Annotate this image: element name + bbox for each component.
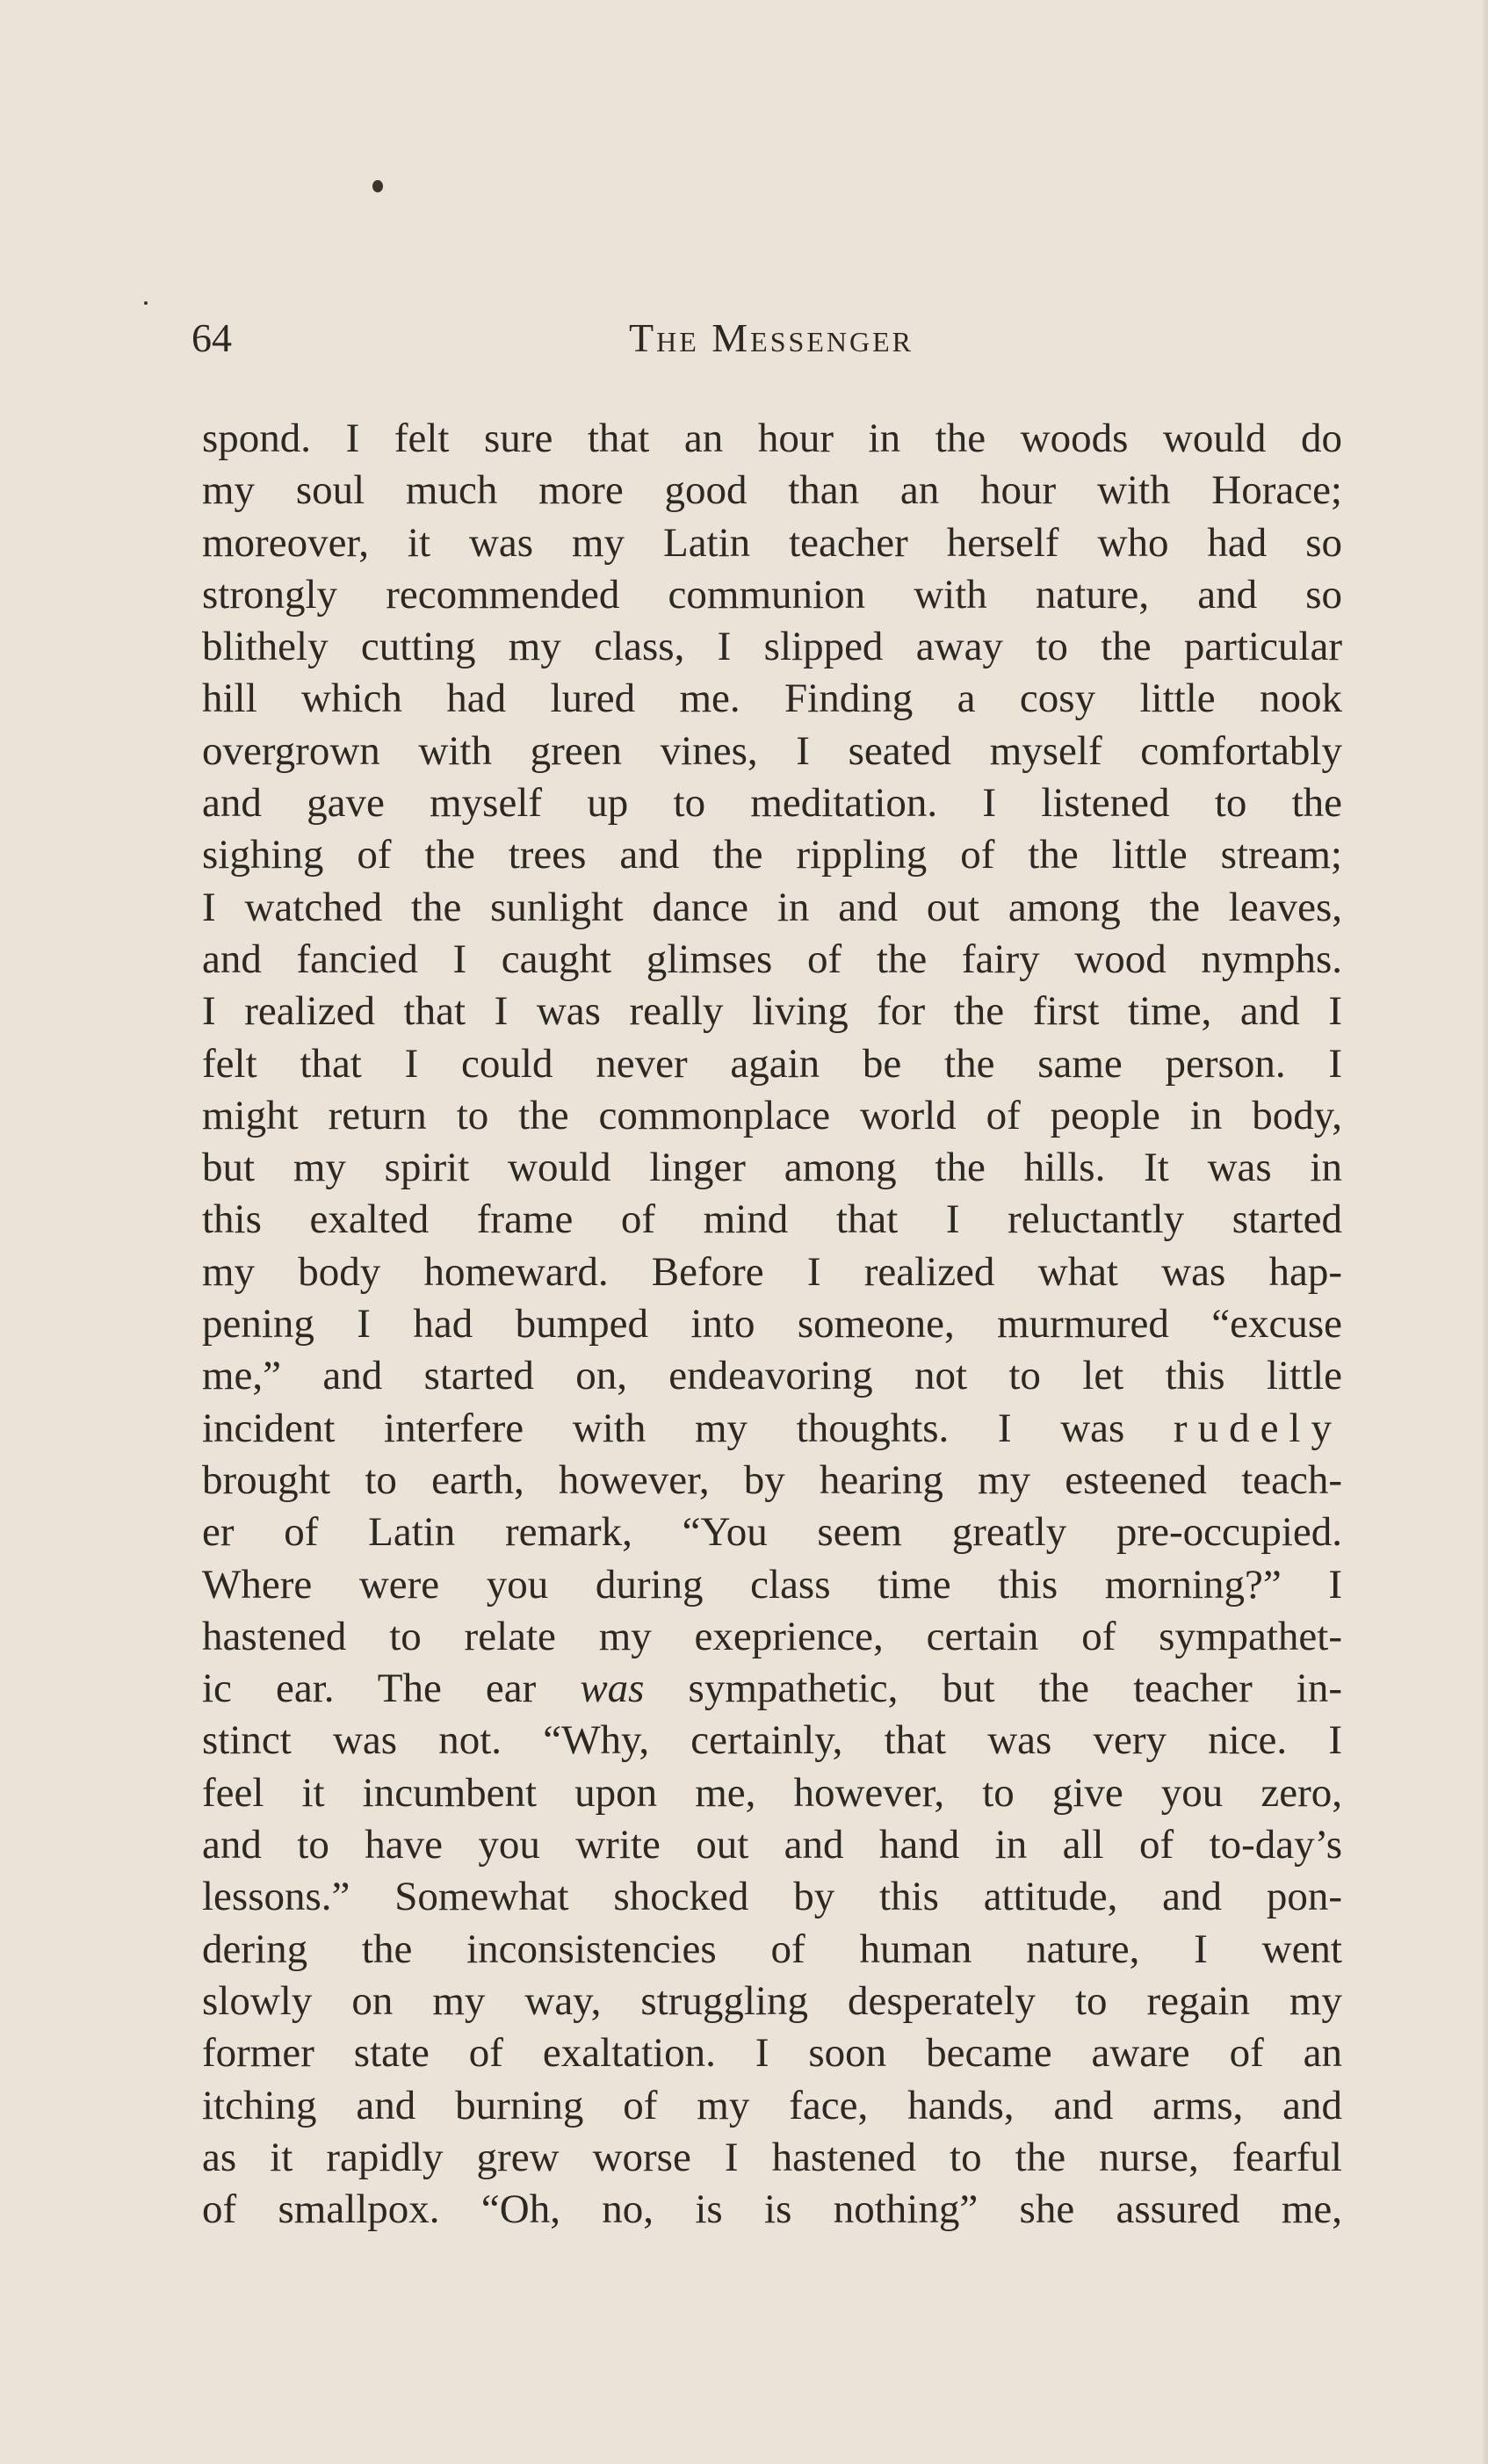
text-line: hill which had lured me. Finding a cosy little nook — [202, 676, 1342, 722]
text-line: former state of exaltation. I soon became aware of an — [202, 2030, 1342, 2077]
page-edge — [1483, 0, 1488, 2464]
text-line: I watched the sunlight dance in and out among the leaves, — [202, 884, 1342, 930]
page-number: 64 — [191, 315, 232, 360]
text-line: me,” and started on, endeavoring not to let this little — [202, 1353, 1342, 1399]
ink-speck — [144, 301, 148, 305]
text-line: sighing of the trees and the rippling of the little stream; — [202, 832, 1342, 878]
text-line: blithely cutting my class, I slipped away to the particular — [202, 624, 1342, 670]
text-line: slowly on my way, struggling desperately to regain my — [202, 1977, 1342, 2024]
text-line: itching and burning of my face, hands, and arms, and — [202, 2082, 1342, 2128]
text-line: overgrown with green vines, I seated myself comfortably — [202, 727, 1342, 774]
text-line: dering the inconsistencies of human nature, I went — [202, 1926, 1342, 1972]
text-segment: sympathetic, but the teacher in- — [644, 1666, 1343, 1712]
spaced-word: rudely — [1173, 1405, 1342, 1451]
text-line: my body homeward. Before I realized what was hap- — [202, 1248, 1342, 1295]
text-line: felt that I could never again be the same person. I — [202, 1040, 1342, 1087]
text-line: brought to earth, however, by hearing my esteened teach- — [202, 1456, 1342, 1503]
text-line: and to have you write out and hand in all of to-day’s — [202, 1822, 1342, 1868]
text-line: feel it incumbent upon me, however, to give you zero, — [202, 1769, 1342, 1816]
text-segment: incident interfere with my thoughts. I was — [202, 1405, 1174, 1451]
running-title: The Messenger — [629, 315, 914, 360]
text-line: of smallpox. “Oh, no, is is nothing” she assured me, — [202, 2186, 1342, 2233]
text-line: and gave myself up to meditation. I listened to the — [202, 780, 1342, 827]
text-line: this exalted frame of mind that I reluctantly started — [202, 1196, 1342, 1243]
text-line: might return to the commonplace world of people in body, — [202, 1092, 1342, 1138]
text-line: spond. I felt sure that an hour in the woods would do — [202, 415, 1342, 461]
text-line — [202, 1663, 1342, 1715]
ink-speck — [372, 180, 383, 192]
text-line: as it rapidly grew worse I hastened to the nurse, fearful — [202, 2134, 1342, 2180]
text-line: hastened to relate my exeprience, certain of sympathet- — [202, 1613, 1342, 1659]
text-line: moreover, it was my Latin teacher herself who had so — [202, 519, 1342, 566]
text-line: pening I had bumped into someone, murmured “excuse — [202, 1301, 1342, 1348]
text-line: I realized that I was really living for the first time, and I — [202, 988, 1342, 1035]
text-line: but my spirit would linger among the hills. It was in — [202, 1145, 1342, 1191]
text-line: stinct was not. “Why, certainly, that was very nice. I — [202, 1717, 1342, 1764]
text-line: er of Latin remark, “You seem greatly pre-occupied. — [202, 1509, 1342, 1556]
italic-word: was — [580, 1666, 645, 1712]
body-text — [202, 413, 1342, 2236]
text-line: my soul much more good than an hour with Horace; — [202, 467, 1342, 514]
text-segment: ic ear. The ear — [202, 1666, 581, 1712]
text-line: Where were you during class time this morning?” I — [202, 1561, 1342, 1608]
page-header — [191, 307, 1351, 369]
text-line: and fancied I caught glimses of the fairy wood nymphs. — [202, 936, 1342, 982]
text-line — [202, 1403, 1342, 1455]
text-line: strongly recommended communion with nature, and so — [202, 571, 1342, 618]
text-line: lessons.” Somewhat shocked by this attitude, and pon- — [202, 1874, 1342, 1920]
